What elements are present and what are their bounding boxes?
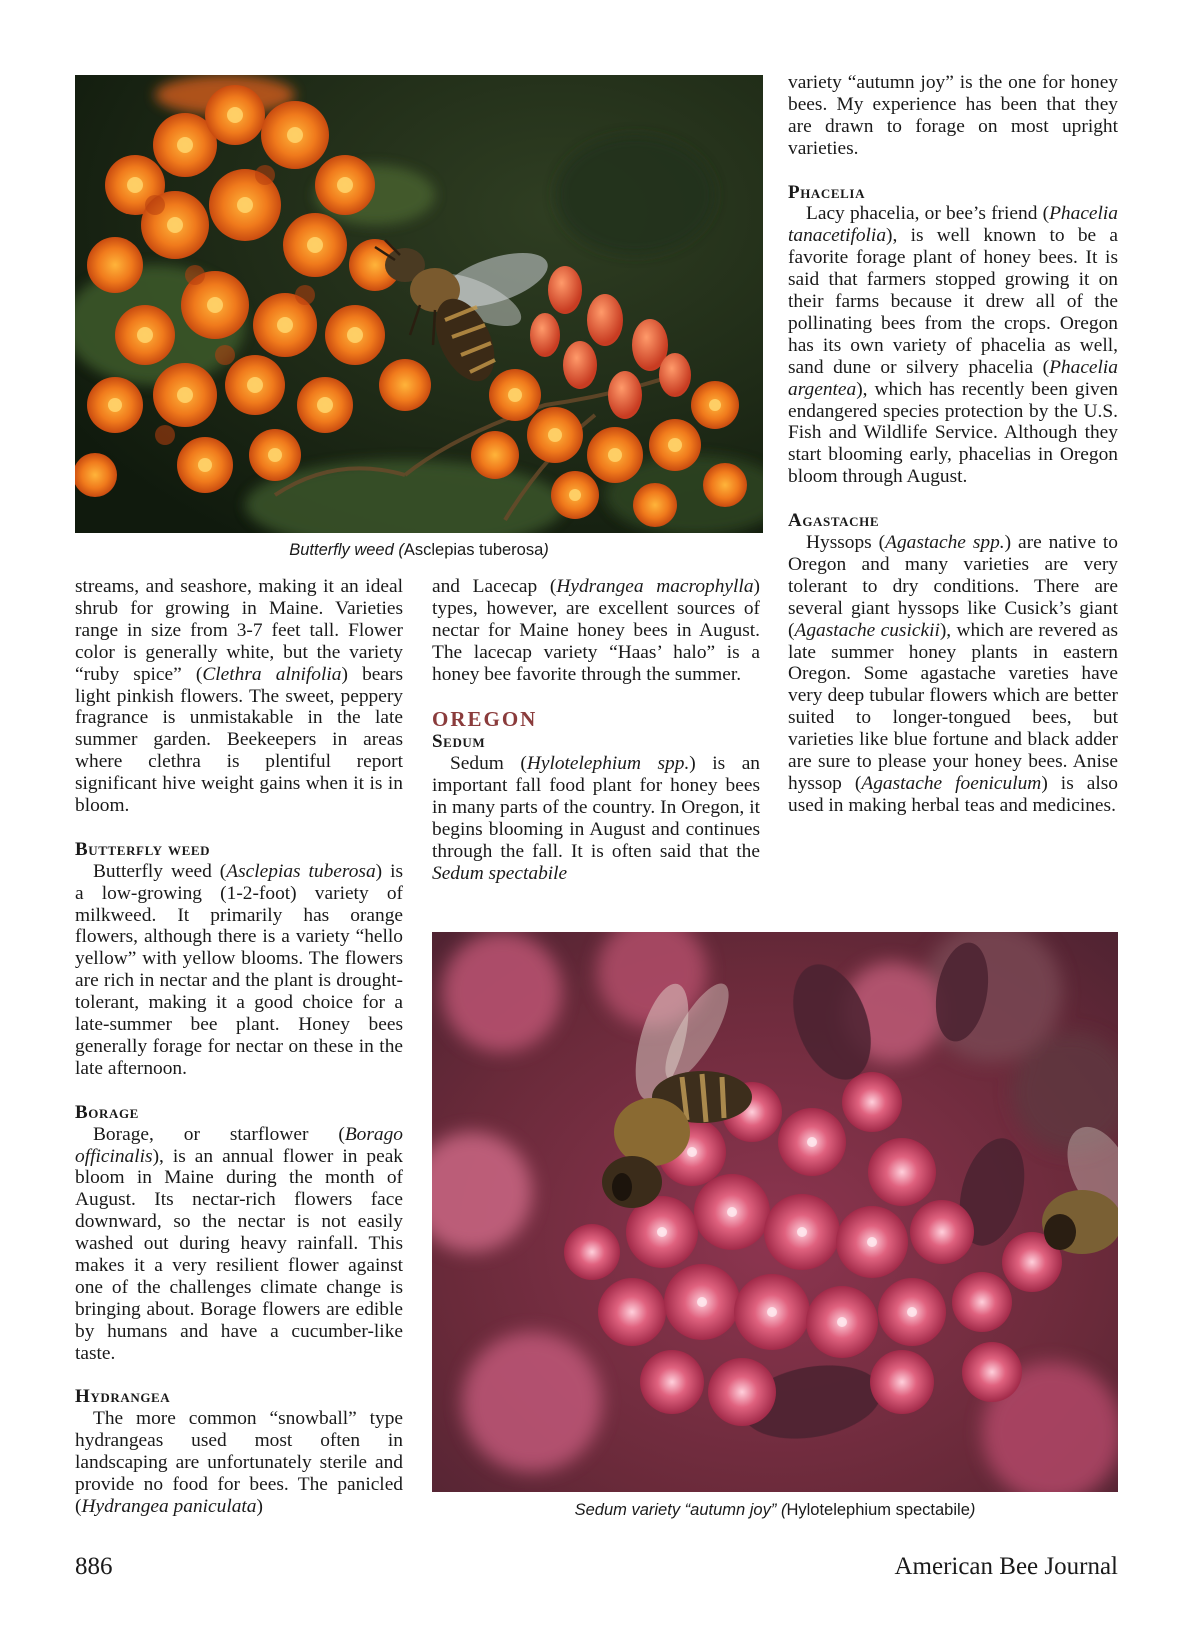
butterfly-weed-illustration [75, 75, 763, 533]
section-heading-butterfly-weed: Butterfly weed [75, 838, 211, 860]
column-left [75, 576, 403, 1518]
column-middle [432, 576, 760, 885]
top-photo-caption: Butterfly weed (Asclepias tuberosa) [289, 541, 549, 559]
sedum-illustration [432, 932, 1118, 1492]
column-right [788, 72, 1118, 817]
sedum-continued-paragraph: variety “autumn joy” is the one for honey bees. My experience has been that they are drawn to forage on most upright varieties. [788, 72, 1118, 159]
hydrangea-continued-paragraph: and Lacecap (Hydrangea macrophylla) types, however, are excellent sources of nectar for Maine honey bees in August. The lacecap variety “Haas’ halo” is a honey bee favorite through the summer. [432, 576, 760, 685]
section-heading-sedum: Sedum [432, 731, 486, 753]
section-heading-phacelia: Phacelia [788, 181, 866, 203]
hydrangea-paragraph: The more common “snowball” type hydrangeas used most often in landscaping are unfortunately sterile and provide no food for bees. The panicled (Hydrangea paniculata) [75, 1408, 403, 1518]
section-heading-agastache: Agastache [788, 510, 880, 532]
butterfly-weed-photo [75, 75, 763, 533]
agastache-paragraph: Hyssops (Agastache spp.) are native to Oregon and many varieties are very tolerant to dry conditions. There are several giant hyssops like Cusick’s giant (Agastache cusickii), which are revered as late summer honey plants in eastern Oregon. Some agastache vareties have very deep tubular flowers which are better suited to longer-tongued bees, but varieties like blue fortune and black adder are sure to please your honey bees. Anise hyssop (Agastache foeniculum) is also used in making herbal teas and medicines. [788, 532, 1119, 816]
section-heading-hydrangea: Hydrangea [75, 1386, 171, 1408]
bottom-photo-caption: Sedum variety “autumn joy” (Hylotelephium spectabile) [574, 1501, 976, 1519]
section-heading-borage: Borage [75, 1101, 139, 1123]
borage-paragraph: Borage, or starflower (Borago officinalis), is an annual flower in peak bloom in Maine during the month of August. Its nectar-rich flowers face downward, so the nectar is not easily washed out during heavy rainfall. This makes it a very resilient flower against one of the challenges climate change is bringing about. Borage flowers are edible by humans and have a cucumber-like taste. [75, 1123, 403, 1364]
sedum-paragraph: Sedum (Hylotelephium spp.) is an important fall food plant for honey bees in many parts of the country. In Oregon, it begins blooming in August and continues through the fall. It is often said that the Sedum spectabile [432, 753, 761, 884]
butterfly-weed-paragraph: Butterfly weed (Asclepias tuberosa) is a low-growing (1-2-foot) variety of milkweed. It primarily has orange flowers, although there is a variety “hello yellow” with yellow blooms. The flowers are rich in nectar and the plant is drought-tolerant, making it a good choice for a late-summer bee plant. Honey bees generally forage for nectar on these in the late afternoon. [75, 860, 404, 1079]
phacelia-paragraph: Lacy phacelia, or bee’s friend (Phacelia tanacetifolia), is well known to be a favorite forage plant of honey bees. It is said that farmers stopped growing it on their farms because it drew all of the pollinating bees from the crops. Oregon has its own variety of phacelia as well, sand dune or silvery phacelia (Phacelia argentea), which has recently been given endangered species protection by the U.S. Fish and Wildlife Service. Although they start blooming early, phacelias in Oregon bloom through August. [788, 203, 1118, 488]
page-number: 886 [75, 1553, 113, 1580]
region-heading-oregon: OREGON [432, 707, 538, 732]
clethra-paragraph: streams, and seashore, making it an ideal shrub for growing in Maine. Varieties range in size from 3-7 feet tall. Flower color is generally white, but the variety “ruby spice” (Clethra alnifolia) bears light pinkish flowers. The sweet, peppery fragrance is unmistakable in the late summer garden. Beekeepers in areas where clethra is plentiful report significant hive weight gains when it is in bloom. [75, 576, 403, 817]
journal-title: American Bee Journal [894, 1553, 1118, 1580]
sedum-photo [432, 932, 1118, 1492]
